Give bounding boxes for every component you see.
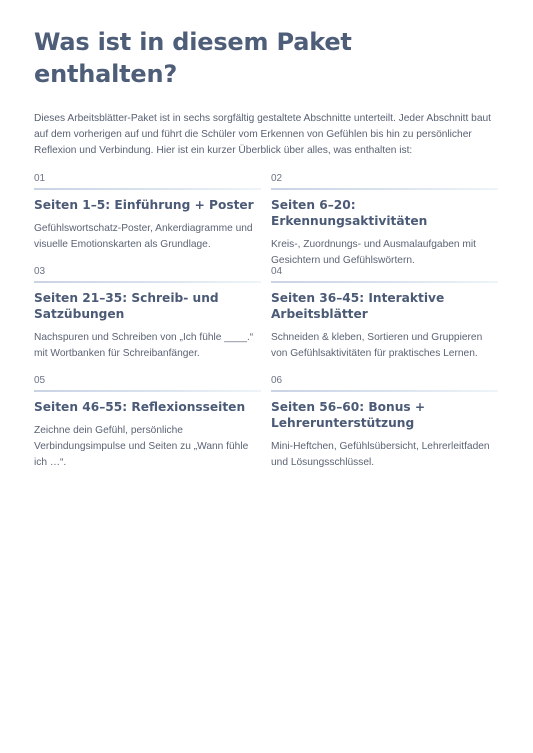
section-03	[34, 262, 261, 371]
section-02	[271, 169, 498, 266]
section-description: Nachspuren und Schreiben von „Ich fühle ____.“ mit Wortbanken für Schreibanfänger.	[34, 332, 254, 359]
section-divider	[271, 281, 498, 283]
section-divider	[271, 188, 498, 190]
section-description: Kreis-, Zuordnungs- und Ausmalaufgaben mit Gesichtern und Gefühlswörtern.	[271, 239, 476, 266]
page-title: Was ist in diesem Paket enthalten?	[34, 28, 352, 88]
section-heading: Seiten 56–60: Bonus + Lehrerunterstützung	[271, 400, 426, 430]
section-number: 02	[271, 173, 283, 184]
section-divider	[271, 390, 498, 392]
section-heading: Seiten 1–5: Einführung + Poster	[34, 198, 254, 212]
section-heading: Seiten 36–45: Interaktive Arbeitsblätter	[271, 291, 445, 321]
section-description: Zeichne dein Gefühl, persönliche Verbindungsimpulse und Seiten zu „Wann fühle ich …“.	[34, 425, 249, 468]
section-description: Mini-Heftchen, Gefühlsübersicht, Lehrerleitfaden und Lösungsschlüssel.	[271, 441, 490, 468]
intro-paragraph: Dieses Arbeitsblätter-Paket ist in sechs sorgfältig gestaltete Abschnitte unterteilt. Jeder Abschnitt baut auf dem vorherigen auf und führt die Schüler vom Erkennen von Gefühlen bis hin zu persönlicher Reflexion und Verbindung. Hier ist ein kurzer Überblick über alles, was enthalten ist:	[34, 113, 491, 156]
section-divider	[34, 188, 261, 190]
section-number: 01	[34, 173, 46, 184]
section-05	[34, 371, 261, 471]
section-number: 04	[271, 266, 283, 277]
section-number: 05	[34, 375, 46, 386]
section-number: 06	[271, 375, 283, 386]
section-01	[34, 169, 261, 262]
section-description: Schneiden & kleben, Sortieren und Gruppieren von Gefühlsaktivitäten für praktisches Lernen.	[271, 332, 483, 359]
section-divider	[34, 281, 261, 283]
section-heading: Seiten 21–35: Schreib- und Satzübungen	[34, 291, 219, 321]
section-04	[271, 262, 498, 371]
section-description: Gefühlswortschatz-Poster, Ankerdiagramme und visuelle Emotionskarten als Grundlage.	[34, 223, 253, 250]
section-06	[271, 371, 498, 471]
sections-grid	[34, 169, 499, 471]
section-number: 03	[34, 266, 46, 277]
section-heading: Seiten 46–55: Reflexionsseiten	[34, 400, 246, 414]
section-divider	[34, 390, 261, 392]
section-heading: Seiten 6–20: Erkennungsaktivitäten	[271, 198, 428, 228]
